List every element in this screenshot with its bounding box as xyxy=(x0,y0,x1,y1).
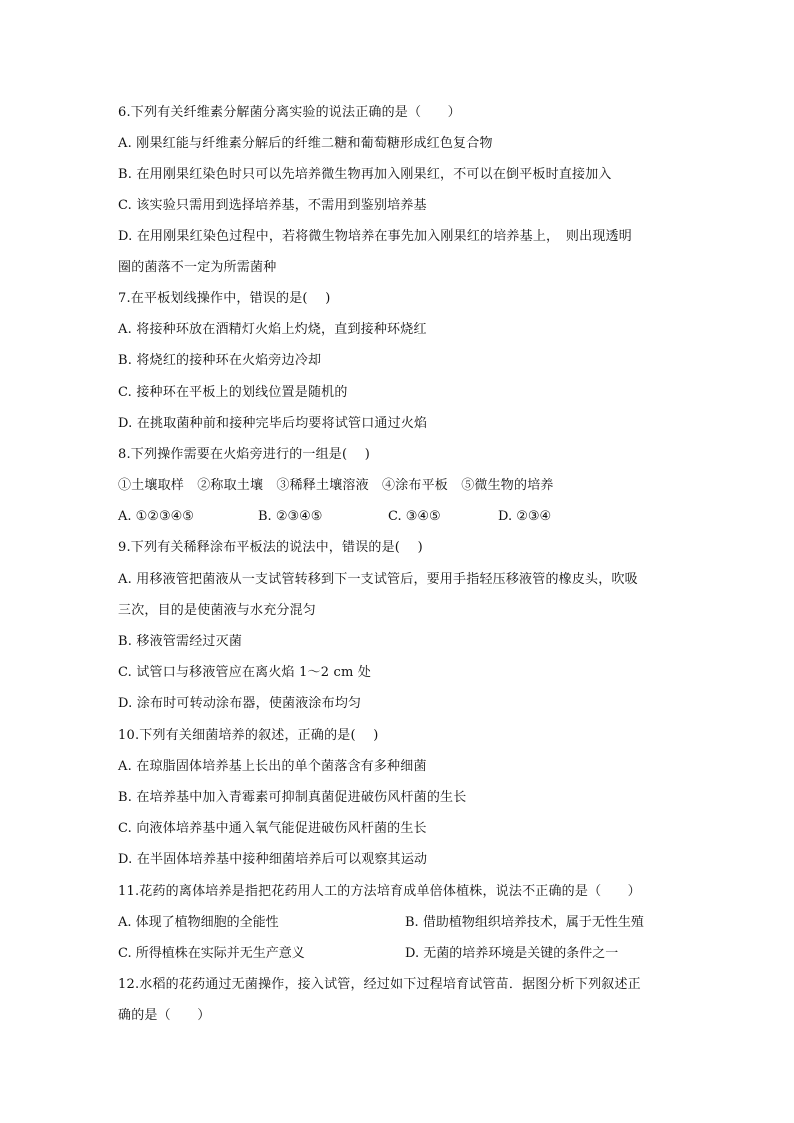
q10-option-b: B. 在培养基中加入青霉素可抑制真菌促进破伤风杆菌的生长 xyxy=(118,790,467,805)
q10-stem: 10.下列有关细菌培养的叙述，正确的是( ) xyxy=(118,728,379,743)
q7-option-c: C. 接种环在平板上的划线位置是随机的 xyxy=(118,385,348,400)
q6-option-a: A. 刚果红能与纤维素分解后的纤维二糖和葡萄糖形成红色复合物 xyxy=(118,136,493,151)
q9-stem: 9.下列有关稀释涂布平板法的说法中，错误的是( ) xyxy=(118,540,423,555)
q6-stem: 6.下列有关纤维素分解菌分离实验的说法正确的是（ ） xyxy=(118,105,461,120)
q7-option-a: A. 将接种环放在酒精灯火焰上灼烧，直到接种环烧红 xyxy=(118,322,427,337)
q8-option-c: C. ③④⑤ xyxy=(388,509,441,524)
q8-option-a: A. ①②③④⑤ xyxy=(118,509,194,524)
q8-option-b: B. ②③④⑤ xyxy=(258,509,323,524)
q8-stem: 8.下列操作需要在火焰旁进行的一组是( ) xyxy=(118,447,371,462)
q11-option-b: B. 借助植物组织培养技术，属于无性生殖 xyxy=(405,915,644,930)
q7-option-d: D. 在挑取菌种前和接种完毕后均要将试管口通过火焰 xyxy=(118,416,428,431)
q10-option-d: D. 在半固体培养基中接种细菌培养后可以观察其运动 xyxy=(118,852,428,867)
q6-option-c: C. 该实验只需用到选择培养基，不需用到鉴别培养基 xyxy=(118,198,427,213)
q7-option-b: B. 将烧红的接种环在火焰旁边冷却 xyxy=(118,353,322,368)
q10-option-a: A. 在琼脂固体培养基上长出的单个菌落含有多种细菌 xyxy=(118,759,427,774)
q6-option-d-line2: 圈的菌落不一定为所需菌种 xyxy=(118,260,277,275)
q9-option-d: D. 涂布时可转动涂布器，使菌液涂布均匀 xyxy=(118,696,362,711)
q7-stem: 7.在平板划线操作中，错误的是( ) xyxy=(118,291,331,306)
q11-option-a: A. 体现了植物细胞的全能性 xyxy=(118,915,279,930)
q11-option-c: C. 所得植株在实际并无生产意义 xyxy=(118,946,305,961)
q9-option-a-line2: 三次，目的是使菌液与水充分混匀 xyxy=(118,603,317,618)
q12-stem-line2: 确的是（ ） xyxy=(118,1008,211,1023)
q6-option-d-line1: D. 在用刚果红染色过程中，若将微生物培养在事先加入刚果红的培养基上， 则出现透明 xyxy=(118,229,632,244)
q12-stem-line1: 12.水稻的花药通过无菌操作，接入试管，经过如下过程培育试管苗．据图分析下列叙述正 xyxy=(118,977,641,992)
q10-option-c: C. 向液体培养基中通入氧气能促进破伤风杆菌的生长 xyxy=(118,821,427,836)
q6-option-b: B. 在用刚果红染色时只可以先培养微生物再加入刚果红，不可以在倒平板时直接加入 xyxy=(118,167,612,182)
q8-option-d: D. ②③④ xyxy=(498,509,552,524)
q9-option-c: C. 试管口与移液管应在离火焰 1～2 cm 处 xyxy=(118,665,372,680)
q11-stem: 11.花药的离体培养是指把花药用人工的方法培育成单倍体植株，说法不正确的是（ ） xyxy=(118,884,641,899)
q9-option-a-line1: A. 用移液管把菌液从一支试管转移到下一支试管后，要用手指轻压移液管的橡皮头，吹吸 xyxy=(118,572,638,587)
q9-option-b: B. 移液管需经过灭菌 xyxy=(118,634,243,649)
q8-items: ①土壤取样 ②称取土壤 ③稀释土壤溶液 ④涂布平板 ⑤微生物的培养 xyxy=(118,478,554,493)
q11-option-d: D. 无菌的培养环境是关键的条件之一 xyxy=(405,946,619,961)
